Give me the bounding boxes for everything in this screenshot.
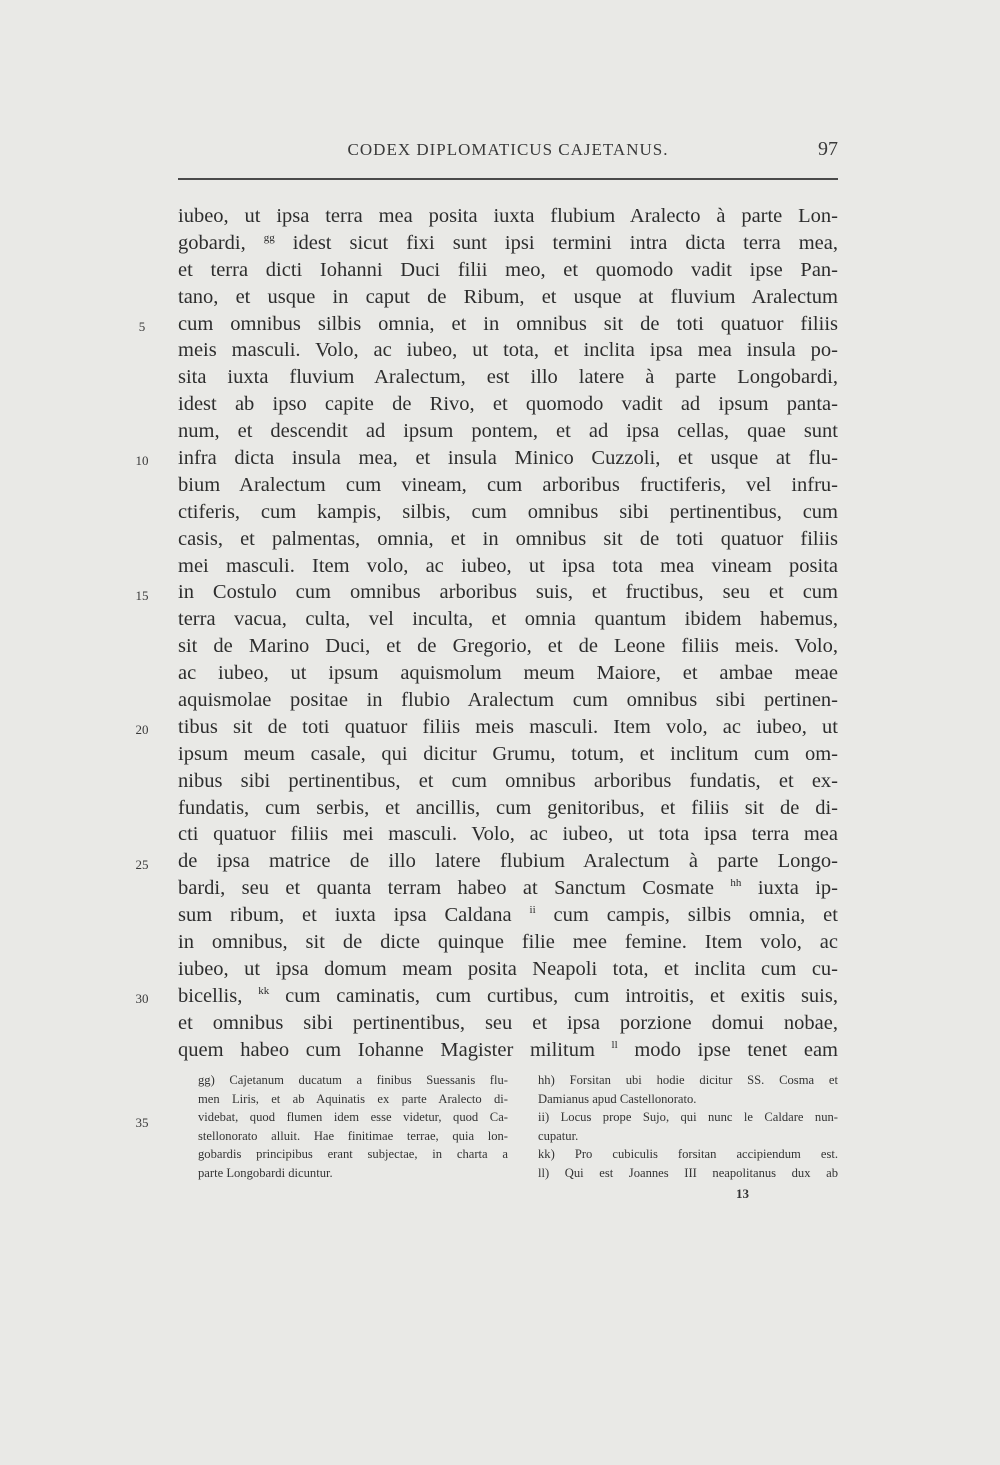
text-line	[178, 203, 838, 230]
text-line	[178, 821, 838, 848]
text-line	[178, 714, 838, 741]
footnote-line: stellonorato alluit. Hae finitimae terrae, quia lon-	[198, 1128, 508, 1143]
text-line	[178, 875, 838, 902]
footnote-line: hh) Forsitan ubi hodie dicitur SS. Cosma et	[538, 1073, 838, 1087]
footnotes-left-column	[198, 1071, 508, 1183]
line-number: 25	[135, 856, 149, 872]
text-line	[178, 660, 838, 687]
text-line	[178, 579, 838, 606]
text-segment: bicellis,	[178, 984, 259, 1007]
line-number: 30	[135, 991, 149, 1007]
text-line	[178, 1037, 838, 1064]
footnote-line: gg) Cajetanum ducatum a finibus Suessanis flu-	[198, 1073, 508, 1087]
text-segment: bardi, seu et quanta terram habeo at Sanctum Cosmate	[178, 877, 731, 900]
page-number: 97	[818, 138, 838, 160]
line-number: 15	[135, 587, 149, 603]
text-segment: iubeo, ut ipsa terra mea posita iuxta flubium Aralecto à parte Lon-	[178, 205, 838, 227]
text-segment: tibus sit de toti quatuor filiis meis masculi. Item volo, ac iubeo, ut	[178, 715, 838, 738]
text-line	[178, 741, 838, 768]
text-segment: sit de Marino Duci, et de Gregorio, et de Leone filiis meis. Volo,	[178, 635, 838, 658]
footnote-line: kk) Pro cubiculis forsitan accipiendum est.	[538, 1147, 838, 1162]
text-segment: ctiferis, cum kampis, silbis, cum omnibus sibi pertinentibus, cum	[178, 500, 838, 523]
header-rule	[178, 178, 838, 180]
footnote-marker: ii	[529, 904, 536, 917]
text-segment: fundatis, cum serbis, et ancillis, cum genitoribus, et filiis sit de di-	[178, 796, 838, 819]
text-segment: idest ab ipso capite de Rivo, et quomodo vadit ad ipsum panta-	[178, 393, 838, 416]
text-line	[178, 284, 838, 311]
text-segment: nibus sibi pertinentibus, et cum omnibus arboribus fundatis, et ex-	[178, 769, 838, 792]
text-line	[178, 311, 838, 338]
line-number: 20	[135, 722, 149, 738]
text-segment: cum caminatis, cum curtibus, cum introitis, et exitis suis,	[269, 984, 838, 1007]
footnote-marker: ll	[611, 1038, 618, 1051]
text-segment: in omnibus, sit de dicte quinque filie mee femine. Item volo, ac	[178, 931, 838, 954]
text-segment: iubeo, ut ipsa domum meam posita Neapoli tota, et inclita cum cu-	[178, 957, 838, 980]
text-segment: mei masculi. Item volo, ac iubeo, ut ipsa tota mea vineam posita	[178, 554, 838, 577]
text-segment: idest sicut fixi sunt ipsi termini intra dicta terra mea,	[274, 231, 839, 254]
text-segment: cum campis, silbis omnia, et	[535, 904, 838, 927]
text-line	[178, 633, 838, 660]
text-line	[178, 337, 838, 364]
text-segment: terra vacua, culta, vel inculta, et omnia quantum ibidem habemus,	[178, 608, 838, 631]
text-segment: cti quatuor filiis mei masculi. Volo, ac iubeo, ut tota ipsa terra mea	[178, 823, 838, 846]
text-line	[178, 230, 838, 257]
text-segment: meis masculi. Volo, ac iubeo, ut tota, et inclita ipsa mea insula po-	[178, 339, 838, 362]
text-line	[178, 364, 838, 391]
footnote-line-number: 35	[135, 1115, 149, 1130]
text-segment: cum omnibus silbis omnia, et in omnibus sit de toti quatuor filiis	[178, 312, 838, 335]
text-line	[178, 687, 838, 714]
text-segment: infra dicta insula mea, et insula Minico Cuzzoli, et usque at flu-	[178, 447, 838, 470]
text-segment: sum ribum, et iuxta ipsa Caldana	[178, 904, 530, 927]
page-header	[178, 140, 838, 170]
text-line	[178, 499, 838, 526]
text-segment: in Costulo cum omnibus arboribus suis, et fructibus, seu et cum	[178, 581, 838, 604]
text-segment: casis, et palmentas, omnia, et in omnibus sit de toti quatuor filiis	[178, 527, 838, 550]
text-segment: sita iuxta fluvium Aralectum, est illo latere à parte Longobardi,	[178, 366, 838, 389]
footnote-line: videbat, quod flumen idem esse videtur, quod Ca-	[198, 1110, 508, 1125]
text-line	[178, 472, 838, 499]
text-line	[178, 768, 838, 795]
footnote-line: cupatur.	[538, 1128, 579, 1143]
text-segment: num, et descendit ad ipsum pontem, et ad ipsa cellas, quae sunt	[178, 420, 838, 443]
line-number: 5	[138, 318, 146, 334]
text-segment: iuxta ip-	[741, 877, 839, 900]
text-line	[178, 929, 838, 956]
text-line	[178, 257, 838, 284]
text-segment: ac iubeo, ut ipsum aquismolum meum Maiore, et ambae meae	[178, 662, 838, 685]
text-line	[178, 795, 838, 822]
text-line	[178, 445, 838, 472]
text-segment: de ipsa matrice de illo latere flubium Aralectum à parte Longo-	[178, 850, 838, 873]
signature-mark: 13	[736, 1186, 749, 1201]
text-line	[178, 1010, 838, 1037]
text-line	[178, 526, 838, 553]
footnote-marker: hh	[730, 877, 742, 890]
text-line	[178, 902, 838, 929]
body-text	[178, 203, 838, 1064]
footnote-marker: gg	[263, 231, 275, 244]
footnote-line: gobardis principibus erant subjectae, in charta a	[198, 1147, 508, 1162]
text-line	[178, 606, 838, 633]
text-line	[178, 391, 838, 418]
text-segment: gobardi,	[178, 231, 264, 254]
line-number: 10	[135, 453, 149, 469]
text-line	[178, 983, 838, 1010]
text-line	[178, 553, 838, 580]
footnote-line: ii) Locus prope Sujo, qui nunc le Caldare nun-	[538, 1110, 838, 1125]
text-segment: aquismolae positae in flubio Aralectum cum omnibus sibi pertinen-	[178, 689, 838, 712]
footnote-line: Damianus apud Castellonorato.	[538, 1091, 697, 1106]
text-segment: modo ipse tenet eam	[617, 1038, 838, 1061]
text-line	[178, 848, 838, 875]
footnote-line: parte Longobardi dicuntur.	[198, 1165, 333, 1180]
text-segment: et omnibus sibi pertinentibus, seu et ipsa porzione domui nobae,	[178, 1011, 838, 1034]
text-segment: bium Aralectum cum vineam, cum arboribus fructiferis, vel infru-	[178, 473, 838, 496]
text-segment: et terra dicti Iohanni Duci filii meo, et quomodo vadit ipse Pan-	[178, 258, 838, 281]
text-segment: quem habeo cum Iohanne Magister militum	[178, 1038, 612, 1061]
footnote-line: ll) Qui est Joannes III neapolitanus dux ab	[538, 1165, 838, 1180]
footnote-line: men Liris, et ab Aquinatis ex parte Aralecto di-	[198, 1091, 508, 1106]
footnote-marker: kk	[258, 984, 270, 997]
footnotes-right-column	[538, 1071, 838, 1183]
text-segment: tano, et usque in caput de Ribum, et usque at fluvium Aralectum	[178, 285, 838, 308]
text-line	[178, 956, 838, 983]
running-title: CODEX DIPLOMATICUS CAJETANUS.	[347, 140, 669, 159]
text-line	[178, 418, 838, 445]
text-segment: ipsum meum casale, qui dicitur Grumu, totum, et inclitum cum om-	[178, 742, 838, 765]
